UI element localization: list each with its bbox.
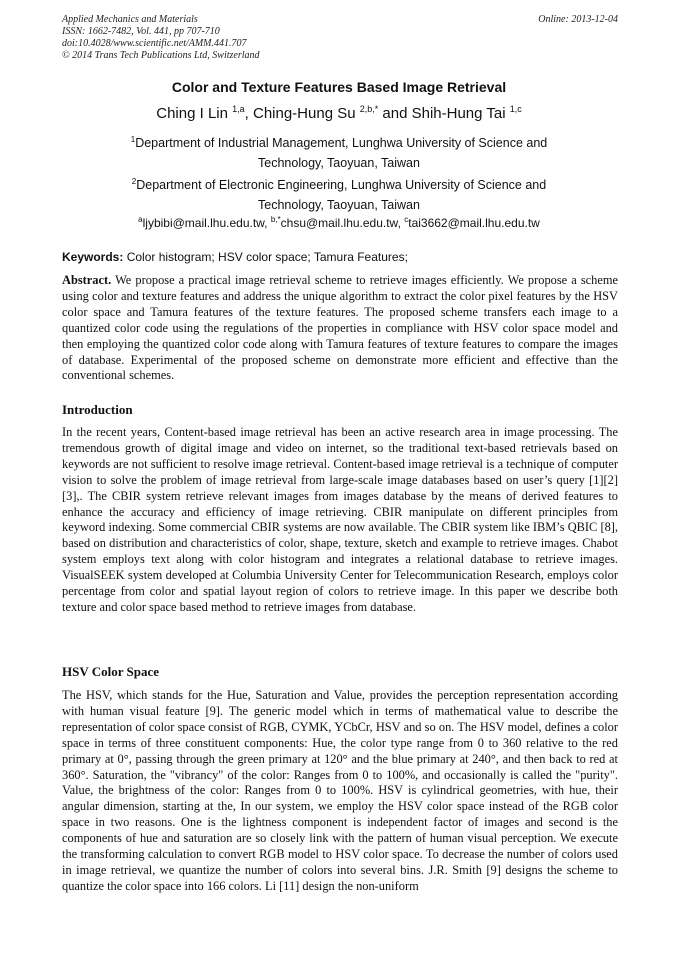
affiliation-line: Department of Industrial Management, Lunghwa University of Science and — [135, 136, 548, 151]
affiliation-1 — [0, 130, 678, 173]
author-list — [0, 104, 678, 122]
doi-line: doi:10.4028/www.scientific.net/AMM.441.707 — [62, 38, 247, 49]
email-link[interactable]: ljybibi@mail.lhu.edu.tw, — [142, 216, 271, 230]
issn-line: ISSN: 1662-7482, Vol. 441, pp 707-710 — [62, 26, 220, 37]
email-sup: c — [404, 215, 409, 224]
email-link[interactable]: chsu@mail.lhu.edu.tw, — [280, 216, 405, 230]
paper-title: Color and Texture Features Based Image Retrieval — [171, 79, 507, 95]
section-heading-introduction: Introduction — [62, 402, 133, 417]
section-heading-hsv: HSV Color Space — [62, 664, 160, 679]
journal-name: Applied Mechanics and Materials — [62, 14, 198, 25]
online-date: Online: 2013-12-04 — [538, 14, 618, 25]
abstract-label: Abstract. — [62, 273, 112, 287]
journal-header — [62, 14, 618, 62]
affiliation-line: Technology, Taoyuan, Taiwan — [258, 156, 420, 171]
keywords-text: Color histogram; HSV color space; Tamura Features; — [123, 250, 408, 264]
affiliation-sup: 2 — [131, 177, 137, 186]
email-sup: a — [138, 215, 143, 224]
introduction-paragraph: In the recent years, Content-based image retrieval has been an active research area in image processing. The tremendous growth of digital image and video on internet, so the traditional text-based retrievals based on keywords are not sufficient to resolve image retrieval. Content-based image retrieval is a technique of computer vision to solve the problem of image retrieval from large-scale image databases based on user’s query [1][2][3],. The CBIR system retrieve relevant images from images database by the means of derived features to enhance the accuracy and efficiency of image retrieving. CBIR manipulate on different principles from keyword indexing. Some commercial CBIR systems are now available. The CBIR system like IBM’s QBIC [8], based on distribution and characteristics of color, shape, texture, sketch and example to retrieve images. Chabot system employs text along with color histogram and integrates a relational database to retrieve images. VisualSEEK system developed at Columbia University Center for Telecommunication Research, employs color percentage from color and spatial layout region of colors to retrieve image. In this paper we describe both texture and color space based method to retrieve images from database. — [62, 425, 618, 614]
keywords-line — [62, 250, 618, 264]
affiliation-2 — [0, 172, 678, 215]
affiliation-line: Technology, Taoyuan, Taiwan — [258, 198, 420, 213]
hsv-paragraph: The HSV, which stands for the Hue, Saturation and Value, provides the perception representation according with human visual feature [9]. The generic model which in terms of mathematical value to describe the representation of color space consist of RGB, CYMK, YCbCr, HSV and so on. The HSV model, defines a color space in terms of three constituent components: Hue, the color type range from 0 to 360 relative to the red primary at 0°, passing through the green primary at 120° and the blue primary at 240°, and then back to red at 360°. Saturation, the "vibrancy" of the color: Ranges from 0 to 100%, and occasionally is called the "purity". Value, the brightness of the color: Ranges from 0 to 100%. HSV is cylindrical geometries, with hue, their angular dimension, starting at the, In our system, we employ the HSV color space instead of the RGB color space in two reasons. One is the lightness component is independent factor of images and second is the components of hue and saturation are so closely link with the pattern of human visual perception. We execute the transforming calculation to convert RGB model to HSV color space. To decrease the number of colors used in image retrieval, we quantize the number of colors into several bins. J.R. Smith [9] designs the scheme to quantize the color space into 166 colors. Li [11] design the non-uniform — [62, 688, 618, 893]
author-name: Ching I Lin — [156, 105, 233, 122]
copyright-line: © 2014 Trans Tech Publications Ltd, Switzerland — [62, 50, 260, 61]
author-sup: 1,c — [509, 104, 522, 114]
email-link[interactable]: tai3662@mail.lhu.edu.tw — [408, 216, 540, 230]
author-name: and Shih-Hung Tai — [378, 105, 510, 122]
keywords-label: Keywords: — [62, 250, 124, 264]
author-sup: 1,a — [232, 104, 245, 114]
author-emails — [0, 215, 678, 230]
affiliation-sup: 1 — [130, 135, 136, 144]
abstract-text: We propose a practical image retrieval scheme to retrieve images efficiently. We propose a scheme using color and texture features and address the unique algorithm to extract the color pixel features by the HSV color space and Tamura features of the texture features. The proposed scheme transfers each image to a quantized color code using the regulations of the properties in compliance with HSV color space model and then employing the quantized color code along with Tamura features of texture features to compare the images of database. Experimental of the proposed scheme on demonstrate more efficient and effective than the conventional schemes. — [62, 273, 618, 383]
abstract-paragraph — [62, 273, 618, 384]
author-sup: 2,b,* — [359, 104, 379, 114]
affiliation-line: Department of Electronic Engineering, Lunghwa University of Science and — [136, 178, 547, 193]
email-sup: b,* — [270, 215, 281, 224]
author-name: , Ching-Hung Su — [244, 105, 360, 122]
